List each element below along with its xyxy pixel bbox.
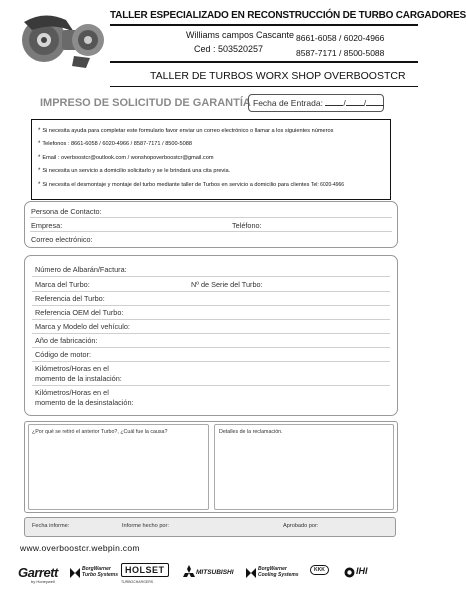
form-title: IMPRESO DE SOLICITUD DE GARANTÍA	[40, 97, 251, 109]
turbocharger-logo	[14, 8, 110, 72]
km-removal-field-line2: momento de la desinstalación:	[35, 398, 134, 407]
notice-line: * Telefonos : 8661-6058 / 6020-4966 / 8587-7171 / 8500-5088	[38, 141, 192, 148]
km-removal-field[interactable]: Kilómetros/Horas en el	[35, 388, 109, 397]
field-line	[32, 347, 390, 348]
honeywell-tagline: by Honeywell	[31, 579, 55, 584]
report-date-field[interactable]: Fecha informe:	[32, 523, 70, 529]
mitsubishi-diamonds-icon	[183, 565, 195, 579]
vehicle-model-field[interactable]: Marca y Modelo del vehículo:	[35, 322, 130, 331]
report-author-field[interactable]: Informe hecho por:	[122, 523, 169, 529]
invoice-number-field[interactable]: Número de Albarán/Factura:	[35, 265, 127, 274]
notice-line: * Email : overboostcr@outlook.com / wonshopoverboostcr@gmail.com	[38, 154, 214, 161]
owner-name: Williams campos Cascante	[186, 30, 295, 40]
ihi-logo: IHI	[356, 566, 368, 576]
date-month-blank	[346, 98, 364, 106]
approved-by-field[interactable]: Aprobado por:	[283, 523, 319, 529]
field-line	[32, 385, 390, 386]
oem-reference-field[interactable]: Referencia OEM del Turbo:	[35, 308, 124, 317]
date-day-blank	[325, 98, 343, 106]
manufacture-year-field[interactable]: Año de fabricación:	[35, 336, 98, 345]
borgwarner-cooling-logo: BorgWarner Cooling Systems	[258, 566, 299, 578]
removal-cause-textarea[interactable]	[28, 424, 209, 510]
field-line	[30, 217, 392, 218]
turbo-reference-field[interactable]: Referencia del Turbo:	[35, 294, 105, 303]
phone-numbers-2: 8587-7171 / 8500-5088	[296, 48, 385, 58]
header-divider	[110, 24, 418, 26]
help-notice	[31, 119, 391, 200]
borgwarner-turbo-logo: BorgWarner Turbo Systems	[82, 566, 119, 578]
borgwarner-icon	[246, 568, 256, 578]
holset-tagline: TURBOCHARGERS	[121, 580, 154, 584]
claim-details-textarea[interactable]	[214, 424, 394, 510]
removal-cause-label: ¿Por qué se retiró el anterior Turbo?, ¿Cuál fue la causa?	[32, 429, 168, 435]
header-divider	[110, 61, 418, 63]
kkk-logo: KKK	[310, 565, 329, 575]
field-line	[32, 361, 390, 362]
ihi-emblem-icon	[344, 567, 355, 578]
km-installation-field[interactable]: Kilómetros/Horas en el	[35, 364, 109, 373]
phone-field[interactable]: Teléfono:	[232, 221, 262, 230]
km-installation-field-line2: momento de la instalación:	[35, 374, 122, 383]
phone-numbers-1: 8661-6058 / 6020-4966	[296, 33, 385, 43]
turbo-brand-field[interactable]: Marca del Turbo:	[35, 280, 90, 289]
claim-details-label: Detalles de la reclamación.	[219, 429, 283, 435]
borgwarner-icon	[70, 568, 80, 578]
field-line	[32, 333, 390, 334]
entry-date-label: Fecha de Entrada:	[253, 98, 323, 108]
notice-line: * Si necesita un servicio a domicilio solicitarlo y se le brindará una cita previa.	[38, 168, 231, 175]
field-line	[32, 276, 390, 277]
notice-line: * Si necesita el desmontaje y montaje del turbo mediante taller de Turbos en servicio a domicilio para clientes Tel: 6020-4966	[38, 181, 345, 188]
engine-code-field[interactable]: Código de motor:	[35, 350, 91, 359]
header-divider	[110, 86, 418, 87]
field-line	[32, 305, 390, 306]
field-line	[32, 291, 390, 292]
notice-line: * Si necesita ayuda para completar este formulario favor enviar un correo electrónico o llamar a los siguientes números	[38, 128, 334, 134]
company-field[interactable]: Empresa:	[31, 221, 63, 230]
owner-id: Ced : 503520257	[194, 44, 264, 54]
field-line	[30, 231, 392, 232]
turbo-serial-field[interactable]: Nº de Serie del Turbo:	[191, 280, 263, 289]
contact-person-field[interactable]: Persona de Contacto:	[31, 207, 102, 216]
entry-date-field[interactable]: Fecha de Entrada: / /	[248, 94, 384, 112]
field-line	[32, 319, 390, 320]
email-field[interactable]: Correo electrónico:	[31, 235, 93, 244]
website-link[interactable]: www.overboostcr.webpin.com	[20, 543, 140, 553]
report-footer-bar	[24, 517, 396, 537]
shop-name: TALLER DE TURBOS WORX SHOP OVERBOOSTCR	[150, 70, 406, 82]
workshop-title: TALLER ESPECIALIZADO EN RECONSTRUCCIÓN DE TURBO CARGADORES	[110, 10, 466, 21]
holset-logo: HOLSET	[121, 563, 169, 577]
garrett-logo: Garrett	[18, 565, 58, 580]
date-year-blank	[366, 98, 384, 106]
mitsubishi-logo: MITSUBISHI	[196, 569, 234, 576]
